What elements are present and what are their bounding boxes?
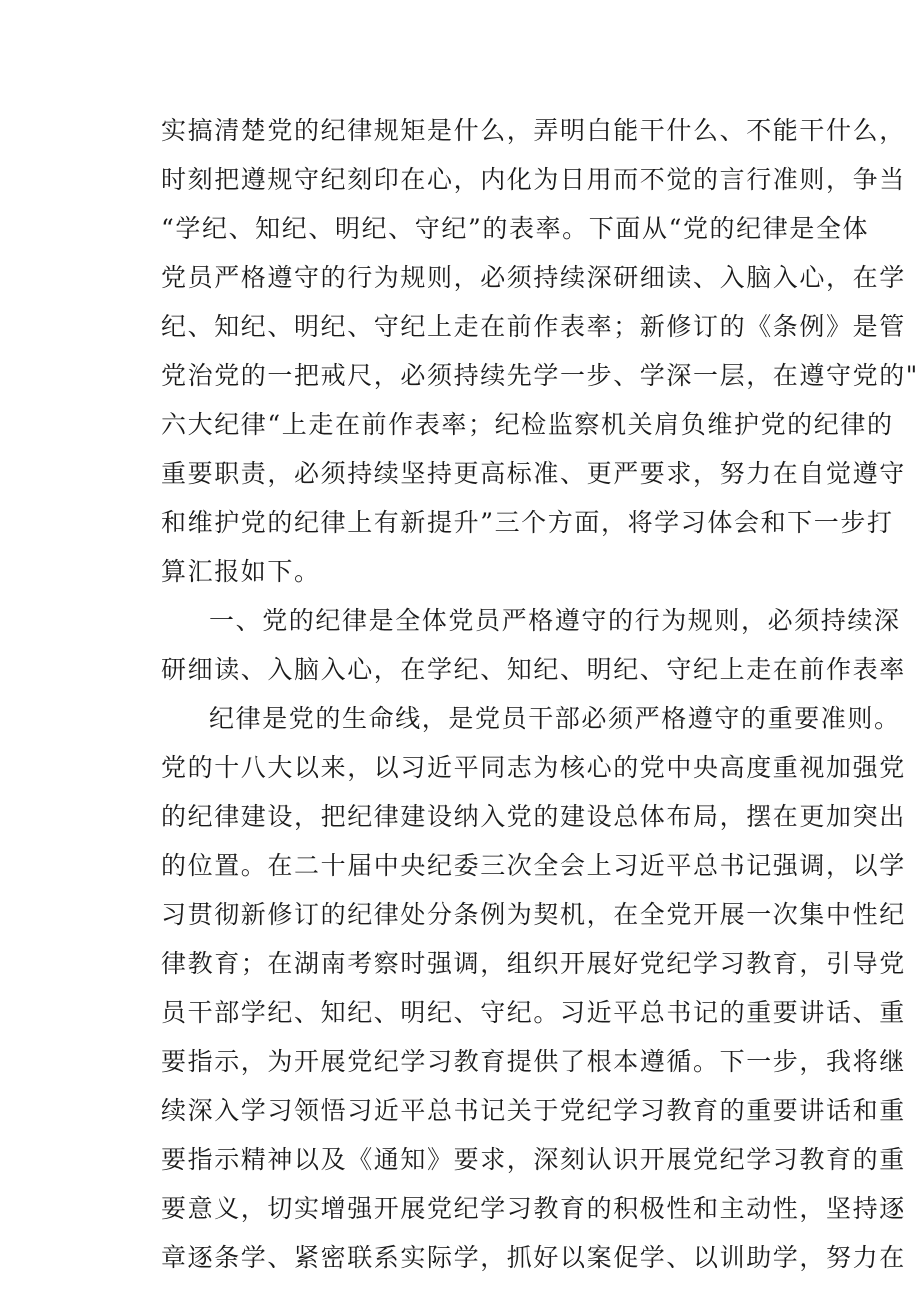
paragraph-line: 实搞清楚党的纪律规矩是什么，弄明白能干什么、不能干什么，	[161, 116, 906, 145]
paragraph-line: 续深入学习领悟习近平总书记关于党纪学习教育的重要讲话和重	[161, 1096, 906, 1125]
paragraph-line: 党的十八大以来，以习近平同志为核心的党中央高度重视加强党	[161, 753, 906, 782]
paragraph-line: 律教育；在湖南考察时强调，组织开展好党纪学习教育，引导党	[161, 949, 906, 978]
paragraph-line: 时刻把遵规守纪刻印在心，内化为日用而不觉的言行准则，争当	[161, 165, 906, 194]
paragraph-line: 重要职责，必须持续坚持更高标准、更严要求，努力在自觉遵守	[161, 459, 906, 488]
paragraph-line: 的纪律建设，把纪律建设纳入党的建设总体布局，摆在更加突出	[161, 802, 906, 831]
paragraph-line: 要意义，切实增强开展党纪学习教育的积极性和主动性，坚持逐	[161, 1194, 906, 1223]
paragraph-line: 党治党的一把戒尺，必须持续先学一步、学深一层，在遵守党的"	[161, 361, 919, 390]
paragraph-line: 纪律是党的生命线，是党员干部必须严格遵守的重要准则。	[209, 704, 901, 733]
paragraph-line: 六大纪律“上走在前作表率；纪检监察机关肩负维护党的纪律的	[161, 410, 894, 439]
paragraph-line: 和维护党的纪律上有新提升”三个方面，将学习体会和下一步打	[161, 508, 894, 537]
paragraph-line: 习贯彻新修订的纪律处分条例为契机，在全党开展一次集中性纪	[161, 900, 906, 929]
paragraph-line: 章逐条学、紧密联系实际学，抓好以案促学、以训助学，努力在	[161, 1243, 906, 1272]
paragraph-line: 纪、知纪、明纪、守纪上走在前作表率；新修订的《条例》是管	[161, 312, 906, 341]
section-heading-line: 一、党的纪律是全体党员严格遵守的行为规则，必须持续深	[209, 606, 901, 635]
paragraph-line: 算汇报如下。	[161, 557, 321, 586]
paragraph-line: 要指示，为开展党纪学习教育提供了根本遵循。下一步，我将继	[161, 1047, 906, 1076]
paragraph-line: 员干部学纪、知纪、明纪、守纪。习近平总书记的重要讲话、重	[161, 998, 906, 1027]
paragraph-line: 要指示精神以及《通知》要求，深刻认识开展党纪学习教育的重	[161, 1145, 906, 1174]
paragraph-line: 的位置。在二十届中央纪委三次全会上习近平总书记强调，以学	[161, 851, 906, 880]
paragraph-line: “学纪、知纪、明纪、守纪”的表率。下面从“党的纪律是全体	[161, 214, 870, 243]
section-heading-line: 研细读、入脑入心，在学纪、知纪、明纪、守纪上走在前作表率	[161, 655, 906, 684]
paragraph-line: 党员严格遵守的行为规则，必须持续深研细读、入脑入心，在学	[161, 263, 906, 292]
